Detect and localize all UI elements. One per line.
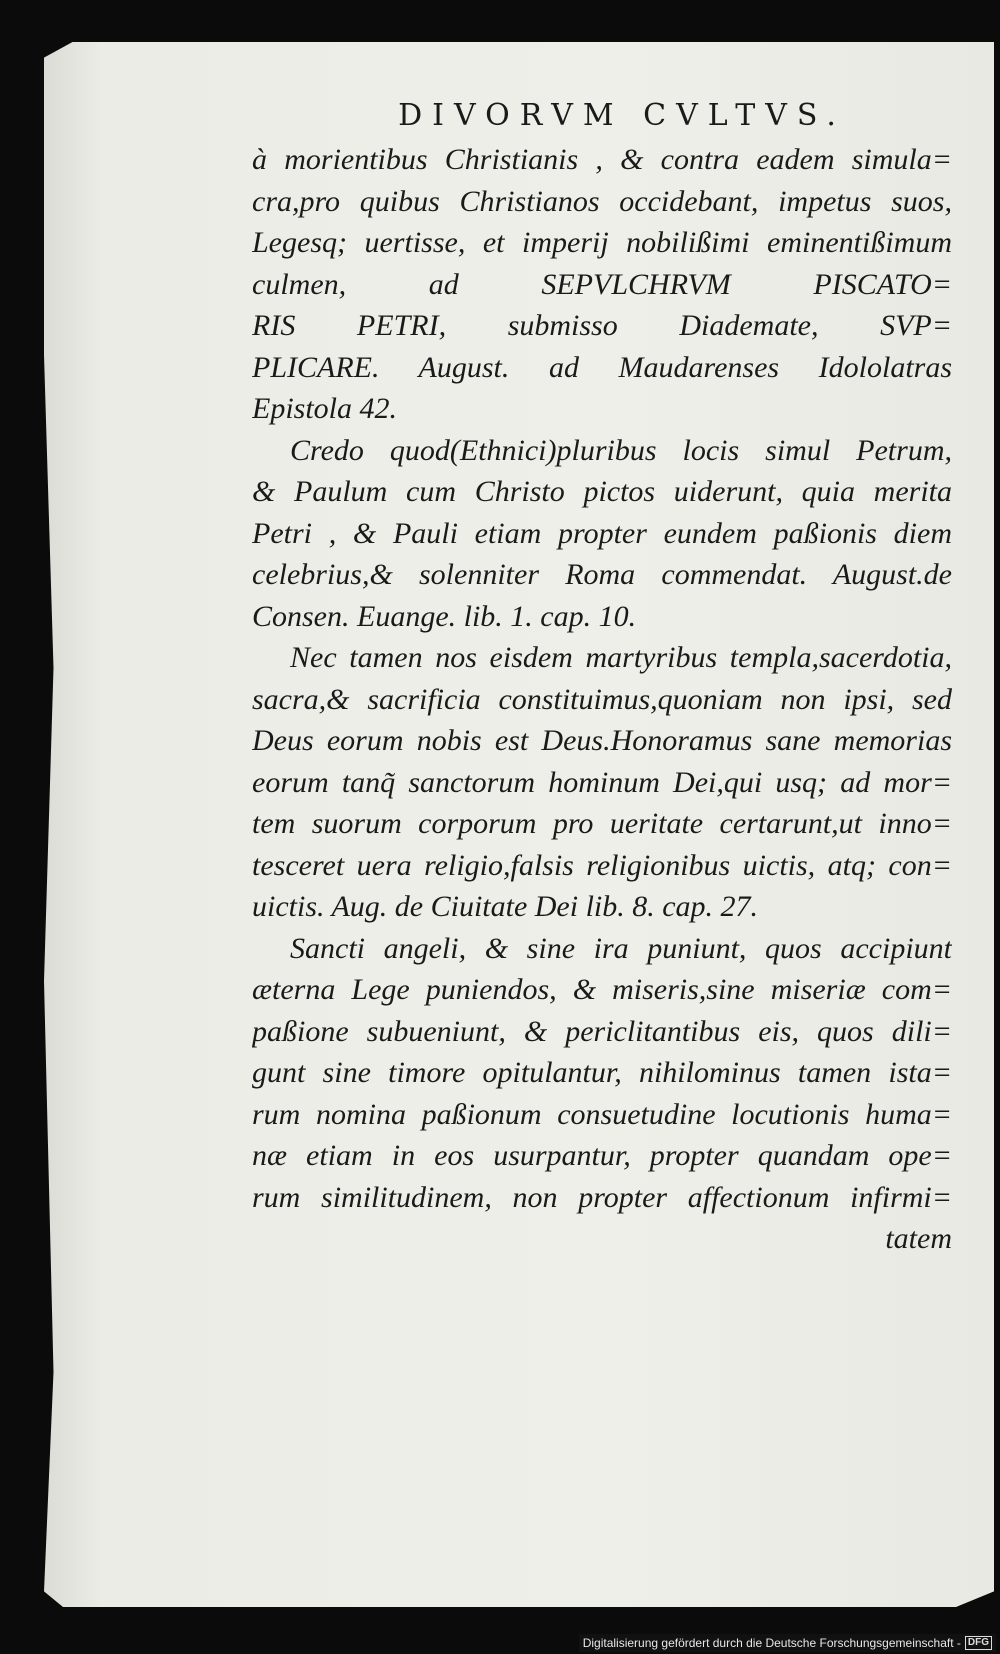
- text-line: æterna Lege puniendos, & miseris,sine miseriæ com=: [252, 973, 952, 1006]
- paragraph-1: [252, 139, 952, 430]
- text-line: næ etiam in eos usurpantur, propter quandam ope=: [252, 1139, 952, 1172]
- text-line: uictis. Aug. de Ciuitate Dei lib. 8. cap. 27.: [252, 890, 759, 923]
- text-line: tem suorum corporum pro ueritate certarunt,ut inno=: [252, 807, 952, 840]
- text-line: Sancti angeli, & sine ira puniunt, quos accipiunt: [290, 931, 952, 965]
- text-line: & Paulum cum Christo pictos uiderunt, quia merita: [252, 475, 952, 508]
- paragraph-2: [252, 430, 952, 638]
- text-block: [252, 98, 952, 1260]
- paragraph-4: [252, 928, 952, 1260]
- text-line: Consen. Euange. lib. 1. cap. 10.: [252, 599, 637, 633]
- text-line: RIS PETRI, submisso Diademate, SVP=: [252, 309, 952, 342]
- paragraph-3: [252, 637, 952, 928]
- text-line: à morientibus Christianis , & contra eadem simula=: [252, 143, 952, 176]
- catchword: tatem: [885, 1222, 952, 1255]
- text-line: Nec tamen nos eisdem martyribus templa,sacerdotia,: [290, 641, 952, 674]
- text-line: cra,pro quibus Christianos occidebant, impetus suos,: [252, 184, 952, 218]
- dfg-logo-icon: DFG: [965, 1636, 992, 1650]
- text-line: tesceret uera religio,falsis religionibus uictis, atq; con=: [252, 848, 952, 882]
- text-line: Legesq; uertisse, et imperij nobilißimi eminentißimum: [252, 226, 952, 259]
- running-head: DIVORVM CVLTVS.: [398, 98, 846, 133]
- text-line: rum nomina paßionum consuetudine locutionis huma=: [252, 1097, 952, 1131]
- text-line: Credo quod(Ethnici)pluribus locis simul Petrum,: [290, 433, 952, 467]
- credit-text: Digitalisierung gefördert durch die Deutsche Forschungsgemeinschaft -: [582, 1636, 961, 1650]
- text-line: celebrius,& solenniter Roma commendat. August.de: [252, 558, 952, 591]
- text-line: paßione subueniunt, & periclitantibus eis, quos dili=: [252, 1014, 952, 1048]
- text-line: eorum tanq̃ sanctorum hominum Dei,qui usq; ad mor=: [252, 765, 952, 799]
- text-line: sacra,& sacrificia constituimus,quoniam non ipsi, sed: [252, 682, 952, 716]
- text-line: Petri , & Pauli etiam propter eundem paßionis diem: [252, 516, 952, 550]
- text-line: culmen, ad SEPVLCHRVM PISCATO=: [252, 267, 952, 301]
- text-line: Deus eorum nobis est Deus.Honoramus sane memorias: [252, 724, 952, 757]
- text-line: gunt sine timore opitulantur, nihilominus tamen ista=: [252, 1056, 952, 1089]
- text-line: rum similitudinem, non propter affectionum infirmi=: [252, 1180, 952, 1214]
- text-line: PLICARE. August. ad Maudarenses Idololatras: [252, 350, 952, 384]
- text-line: Epistola 42.: [252, 392, 398, 425]
- digitization-credit: [579, 1634, 996, 1652]
